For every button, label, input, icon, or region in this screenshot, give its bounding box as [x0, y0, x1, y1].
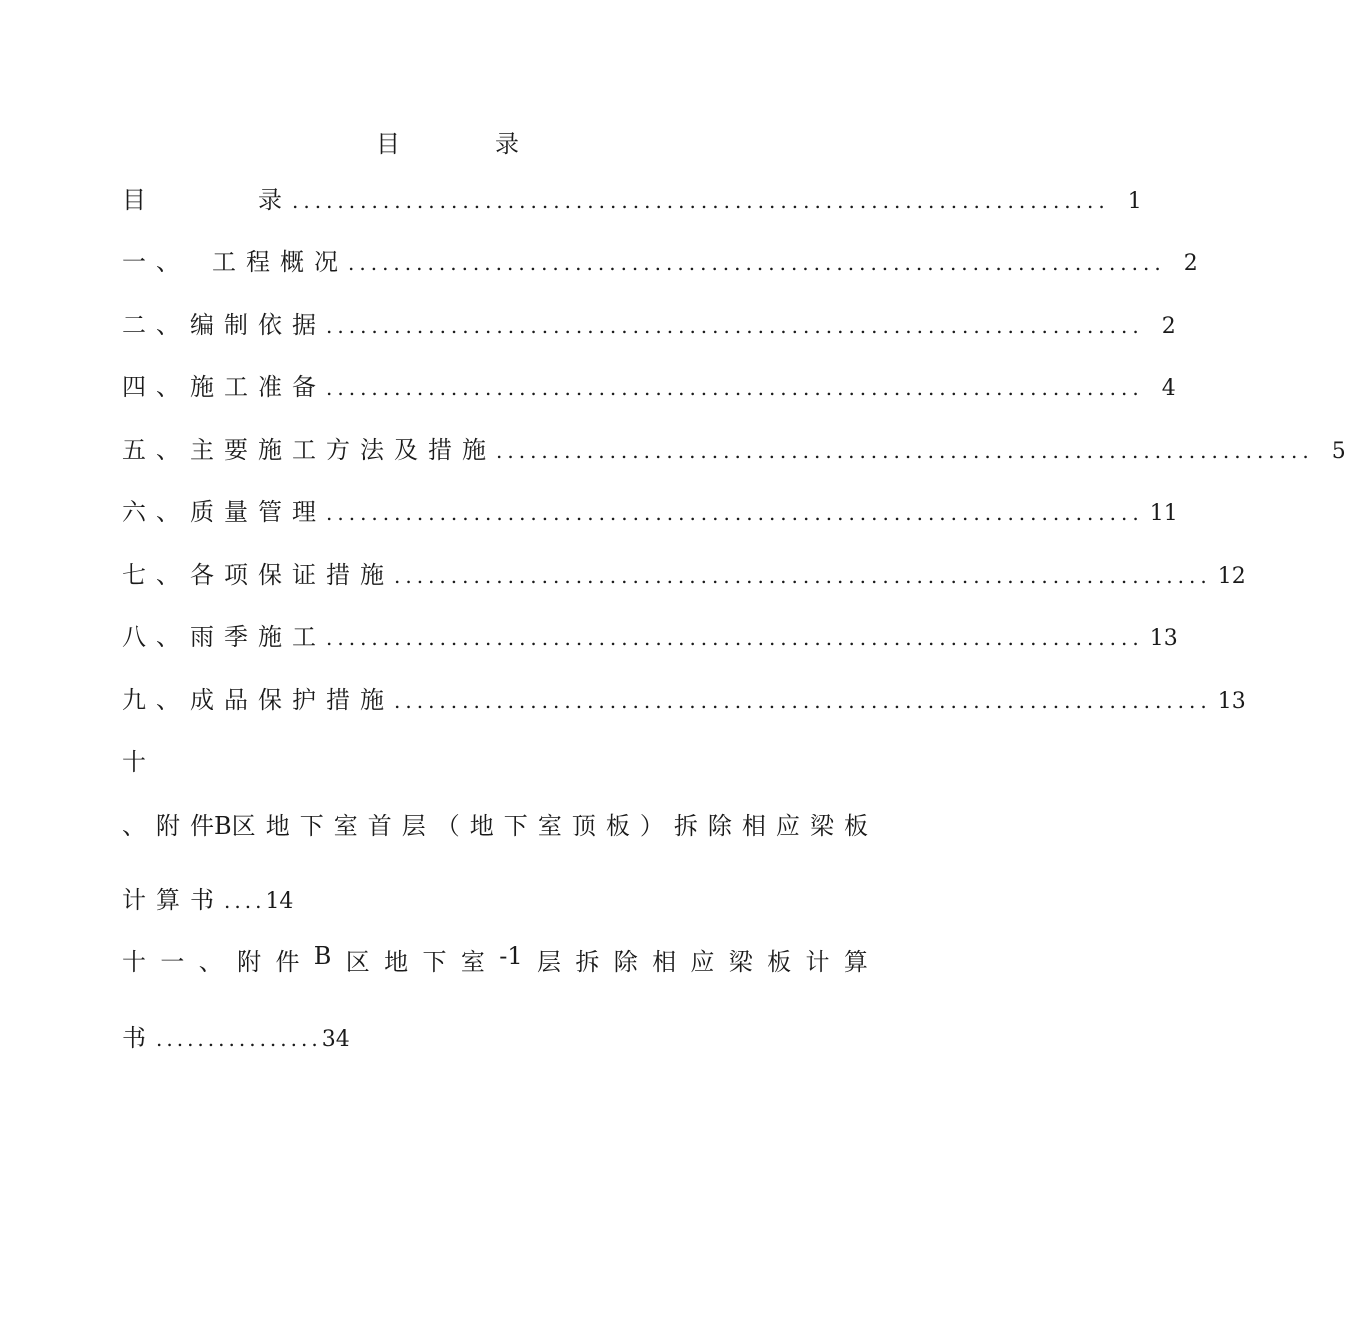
toc-leader-dots: .... [224, 889, 266, 913]
toc-entry[interactable] [122, 617, 1178, 652]
toc-entry-10-line3[interactable] [122, 880, 293, 915]
toc-entry-char: 层 [536, 948, 561, 976]
toc-entry-char: 一 [160, 948, 185, 976]
toc-entry[interactable] [122, 555, 1246, 590]
toc-entry-char: 应 [775, 812, 800, 840]
toc-entry[interactable] [122, 180, 1142, 215]
toc-entry-char: 相 [652, 948, 677, 976]
toc-leader-dots: ........................................................................ [394, 689, 1212, 713]
toc-entry-char: 应 [690, 948, 715, 976]
toc-title: 目录 [376, 130, 614, 158]
toc-entry-char: 下 [503, 812, 528, 840]
toc-page-number: 13 [1149, 626, 1178, 651]
toc-page-number: 1 [1127, 189, 1142, 214]
toc-entry-label: 五、主要施工方法及措施 [122, 436, 496, 464]
toc-entry[interactable] [122, 242, 1198, 277]
toc-entry[interactable] [122, 367, 1176, 402]
toc-page-number: 5 [1331, 439, 1346, 464]
toc-entry-char: 除 [707, 812, 732, 840]
toc-entry-char: B [313, 942, 332, 970]
toc-entry-char: 地 [384, 948, 409, 976]
toc-entry-char: 件B区 [190, 812, 256, 840]
toc-entry[interactable] [122, 430, 1346, 465]
toc-entry-char: 板 [843, 812, 868, 840]
toc-entry-char: 室 [460, 948, 485, 976]
toc-entry-11-line2[interactable] [122, 1018, 350, 1053]
toc-entry-char: 计 [805, 948, 830, 976]
toc-entry-char: ） [639, 812, 664, 840]
toc-entry-label: 七、各项保证措施 [122, 561, 394, 589]
toc-entry-char: 地 [265, 812, 290, 840]
toc-entry-label: 目 录 [122, 186, 292, 214]
toc-entry-char: -1 [499, 942, 523, 970]
toc-page-number: 13 [1217, 689, 1246, 714]
toc-entry-char: 除 [613, 948, 638, 976]
toc-entry[interactable] [122, 305, 1176, 340]
toc-entry-label: 四、施工准备 [122, 373, 326, 401]
toc-page-number: 11 [1149, 501, 1178, 526]
toc-leader-dots: ........................................................................ [326, 501, 1144, 525]
toc-page-number: 14 [265, 889, 294, 914]
toc-entry-char: 拆 [673, 812, 698, 840]
toc-entry-label: 计算书 [122, 886, 224, 914]
toc-page-number: 12 [1217, 564, 1246, 589]
toc-page-number: 34 [321, 1027, 350, 1052]
toc-leader-dots: ........................................................................ [326, 626, 1144, 650]
toc-leader-dots: ........................................................................ [394, 564, 1212, 588]
toc-leader-dots: ........................................................................ [292, 189, 1110, 213]
toc-entry-char: 十 [122, 948, 146, 976]
toc-leader-dots: ........................................................................ [326, 314, 1144, 338]
toc-entry-label: 六、质量管理 [122, 498, 326, 526]
toc-entry-11-line1[interactable] [122, 942, 868, 977]
toc-entry-char: 件 [275, 948, 300, 976]
toc-entry[interactable] [122, 680, 1246, 715]
toc-entry-label: 书 [122, 1024, 156, 1052]
toc-entry-char: 地 [469, 812, 494, 840]
toc-entry-char: 室 [537, 812, 562, 840]
toc-entry-char: 顶 [571, 812, 596, 840]
toc-entry-char: 首 [367, 812, 392, 840]
toc-entry-char: 区 [345, 948, 370, 976]
toc-entry-char: 相 [741, 812, 766, 840]
toc-entry-10-line1[interactable]: 十 [122, 748, 146, 776]
toc-entry-char: （ [435, 812, 460, 840]
toc-page-number: 2 [1183, 251, 1198, 276]
toc-entry-char: 室 [333, 812, 358, 840]
toc-entry-char: 、 [198, 948, 223, 976]
toc-entry-char: 附 [237, 948, 262, 976]
toc-entry-char: 、 [122, 812, 146, 840]
toc-entry-label: 一、 工程概况 [122, 248, 348, 276]
toc-entry-char: 下 [422, 948, 447, 976]
toc-entry-label: 八、雨季施工 [122, 623, 326, 651]
toc-entry-char: 拆 [575, 948, 600, 976]
toc-entry-char: 梁 [809, 812, 834, 840]
toc-entry-label: 二、编制依据 [122, 311, 326, 339]
toc-entry-char: 算 [843, 948, 868, 976]
toc-entry-char: 板 [605, 812, 630, 840]
toc-entry[interactable] [122, 492, 1178, 527]
toc-entry-char: 附 [156, 812, 181, 840]
toc-entry-char: 板 [767, 948, 792, 976]
toc-entry-char: 下 [299, 812, 324, 840]
toc-page-number: 4 [1161, 376, 1176, 401]
toc-leader-dots: ................ [156, 1027, 322, 1051]
toc-leader-dots: ........................................................................ [348, 251, 1166, 275]
toc-entry-10-line2[interactable] [122, 806, 868, 841]
toc-leader-dots: ........................................................................ [496, 439, 1314, 463]
toc-leader-dots: ........................................................................ [326, 376, 1144, 400]
toc-entry-char: 梁 [728, 948, 753, 976]
toc-entry-label: 九、成品保护措施 [122, 686, 394, 714]
toc-entry-char: 层 [401, 812, 426, 840]
toc-page-number: 2 [1161, 314, 1176, 339]
